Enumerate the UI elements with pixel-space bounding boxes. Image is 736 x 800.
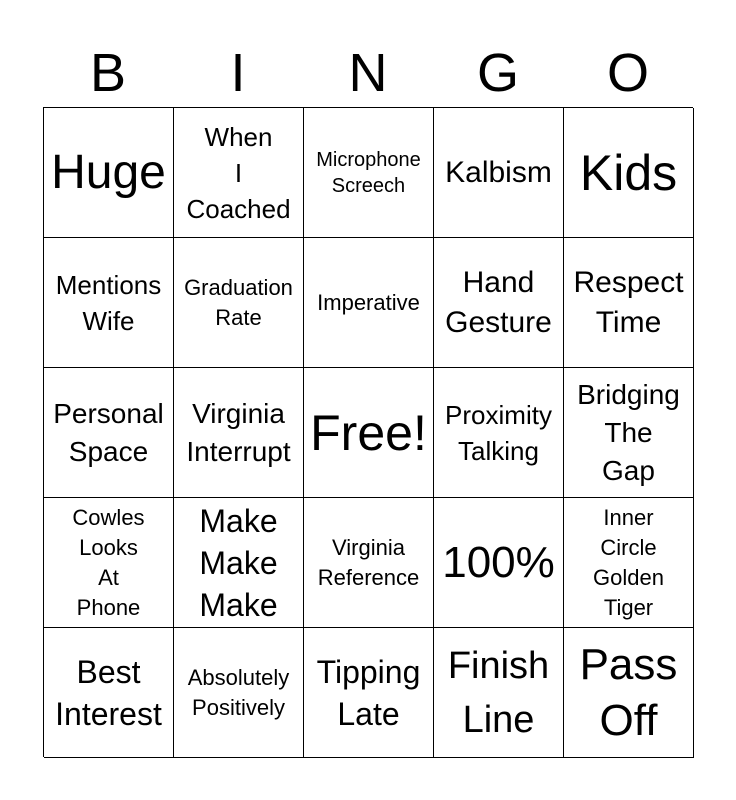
bingo-cell-free-space[interactable] (304, 368, 434, 498)
bingo-cell-r1-c3[interactable] (304, 108, 434, 238)
bingo-cell-r5-c3[interactable] (304, 628, 434, 758)
cell-label: Huge (51, 145, 166, 199)
cell-label: Imperative (317, 289, 420, 315)
bingo-cell-r5-c5[interactable] (564, 628, 694, 758)
cell-label: Make Make Make (199, 502, 278, 623)
header-letter-g: G (476, 43, 519, 103)
bingo-board (43, 107, 693, 757)
bingo-cell-r2-c3[interactable] (304, 238, 434, 368)
cell-label: Personal Space (53, 397, 164, 467)
bingo-cell-r3-c2[interactable] (174, 368, 304, 498)
cell-label: Hand Gesture (445, 265, 552, 339)
bingo-header (43, 40, 693, 106)
bingo-cell-r1-c5[interactable] (564, 108, 694, 238)
bingo-cell-r1-c4[interactable] (434, 108, 564, 238)
bingo-cell-r3-c1[interactable] (44, 368, 174, 498)
bingo-cell-r5-c1[interactable] (44, 628, 174, 758)
cell-label: Virginia Interrupt (186, 397, 291, 467)
cell-label: 100% (442, 537, 555, 587)
cell-label: Pass Off (579, 639, 678, 745)
bingo-cell-r4-c3[interactable] (304, 498, 434, 628)
cell-label: Finish Line (447, 644, 550, 741)
cell-label: Graduation Rate (184, 274, 293, 330)
cell-label: Mentions Wife (55, 269, 162, 336)
cell-label: Virginia Reference (317, 534, 420, 590)
cell-label: Absolutely Positively (187, 664, 290, 720)
bingo-cell-r2-c4[interactable] (434, 238, 564, 368)
header-letter-n: N (348, 43, 388, 103)
bingo-cell-r4-c4[interactable] (434, 498, 564, 628)
bingo-cell-r2-c5[interactable] (564, 238, 694, 368)
cell-label: Best Interest (55, 653, 162, 732)
header-letter-i: I (230, 43, 246, 103)
bingo-cell-r5-c2[interactable] (174, 628, 304, 758)
header-letter-b: B (89, 43, 127, 103)
cell-label: When I Coached (186, 121, 291, 224)
cell-label: Respect Time (573, 265, 684, 339)
cell-label: Cowles Looks At Phone (72, 504, 145, 620)
bingo-cell-r2-c1[interactable] (44, 238, 174, 368)
bingo-cell-r4-c2[interactable] (174, 498, 304, 628)
cell-label: Tipping Late (316, 653, 421, 732)
bingo-cell-r1-c2[interactable] (174, 108, 304, 238)
header-letter-o: O (606, 43, 649, 103)
cell-label: Inner Circle Golden Tiger (593, 504, 664, 620)
cell-label: Kalbism (445, 155, 552, 189)
bingo-cell-r3-c4[interactable] (434, 368, 564, 498)
cell-label: Kids (579, 144, 678, 201)
bingo-cell-r4-c1[interactable] (44, 498, 174, 628)
free-space-label: Free! (310, 404, 427, 461)
cell-label: Microphone Screech (316, 148, 421, 197)
bingo-cell-r3-c5[interactable] (564, 368, 694, 498)
cell-label: Proximity Talking (445, 399, 552, 466)
cell-label: Bridging The Gap (577, 378, 680, 486)
bingo-cell-r5-c4[interactable] (434, 628, 564, 758)
bingo-cell-r4-c5[interactable] (564, 498, 694, 628)
bingo-cell-r1-c1[interactable] (44, 108, 174, 238)
bingo-cell-r2-c2[interactable] (174, 238, 304, 368)
